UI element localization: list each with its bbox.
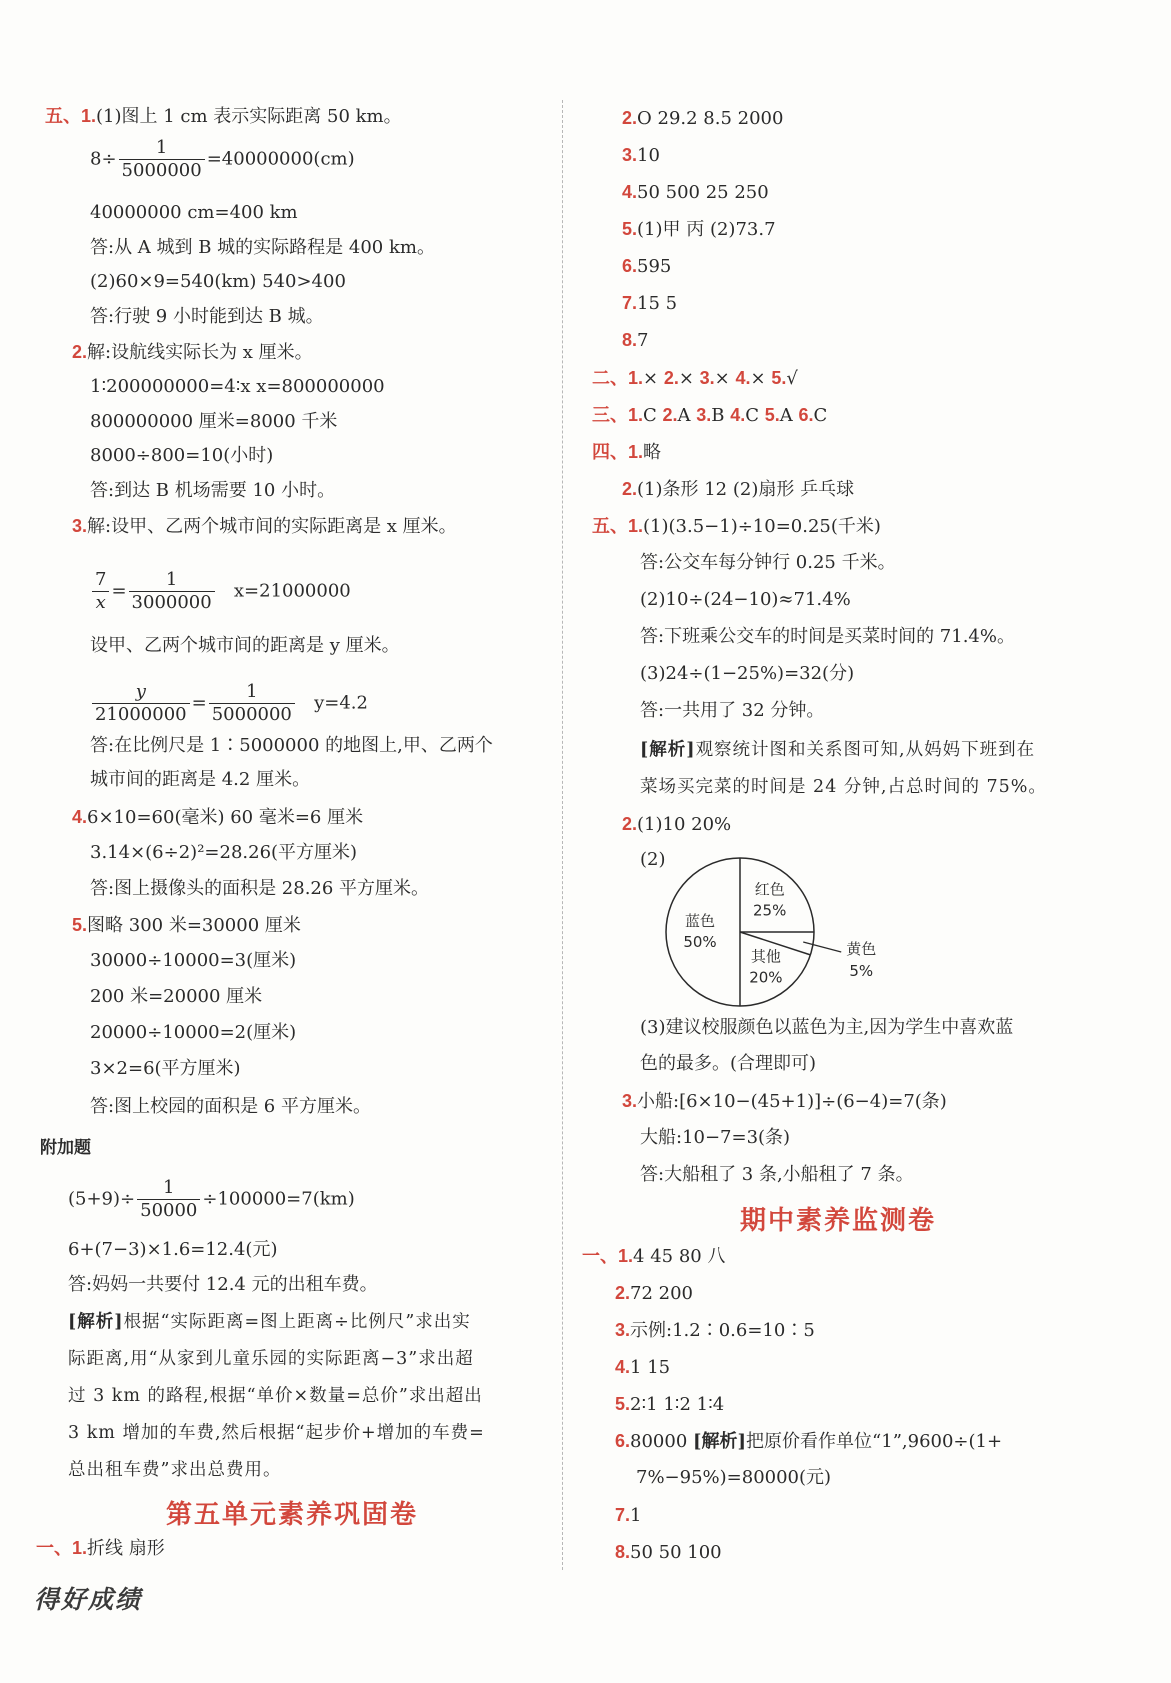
answer-line: 3.14×(6÷2)²=28.26(平方厘米) bbox=[90, 842, 358, 863]
answer-line: 五、1.(1)(3.5−1)÷10=0.25(千米) bbox=[592, 516, 881, 537]
item-number: 4. bbox=[72, 807, 88, 827]
answer-line: 答:下班乘公交车的时间是买菜时间的 71.4%。 bbox=[640, 626, 1015, 647]
answer-line: 一、1.4 45 80 八 bbox=[582, 1246, 726, 1267]
analysis-line: 菜场买完菜的时间是 24 分钟,占总时间的 75%。 bbox=[640, 777, 1047, 797]
pie-category-label: 红色 bbox=[754, 880, 785, 899]
fraction: $\frac{7}{x}$ bbox=[92, 569, 109, 614]
answer-line: 4.50 500 25 250 bbox=[622, 182, 769, 203]
answer-line: (3)建议校服颜色以蓝色为主,因为学生中喜欢蓝 bbox=[640, 1017, 1014, 1038]
pie-value-label: 20% bbox=[749, 968, 783, 987]
answer-line: 答:一共用了 32 分钟。 bbox=[640, 700, 825, 721]
answer-line: 6+(7−3)×1.6=12.4(元) bbox=[68, 1239, 278, 1260]
answer-line: 答:图上摄像头的面积是 28.26 平方厘米。 bbox=[90, 878, 430, 899]
answer-line: 8.50 50 100 bbox=[615, 1542, 722, 1563]
answer-line: 4.6×10=60(毫米) 60 毫米=6 厘米 bbox=[72, 807, 364, 828]
answer-line: 答:到达 B 机场需要 10 小时。 bbox=[90, 480, 336, 501]
column-divider bbox=[562, 100, 563, 1570]
item-number: 2. bbox=[72, 342, 88, 362]
section-title: 第五单元素养巩固卷 bbox=[166, 1500, 419, 1530]
analysis-tag: [解析] bbox=[68, 1312, 124, 1332]
analysis-line: 总出租车费”求出总费用。 bbox=[68, 1460, 282, 1480]
extra-question-heading: 附加题 bbox=[40, 1138, 91, 1158]
answer-line: 四、1.略 bbox=[592, 442, 662, 463]
answer-line: 3.解:设甲、乙两个城市间的实际距离是 x 厘米。 bbox=[72, 516, 457, 537]
answer-line: 6.595 bbox=[622, 256, 672, 277]
answer-line: 2.(1)条形 12 (2)扇形 乒乓球 bbox=[622, 479, 855, 500]
answer-line: 一、1.折线 扇形 bbox=[36, 1538, 165, 1559]
item-number: 3. bbox=[72, 516, 88, 536]
pie-value-label: 25% bbox=[753, 901, 787, 920]
answer-line: 3.示例:1.2∶0.6=10∶5 bbox=[615, 1320, 815, 1341]
answer-line: 8000÷800=10(小时) bbox=[90, 445, 274, 466]
pie-pointer-line bbox=[803, 942, 841, 952]
item-number: 6. bbox=[622, 256, 638, 276]
analysis-line: 3 km 增加的车费,然后根据“起步价+增加的车费= bbox=[68, 1423, 485, 1443]
answer-line: 40000000 cm=400 km bbox=[90, 202, 298, 223]
pie-category-label: 黄色 bbox=[846, 940, 877, 959]
answer-line: 7.1 bbox=[615, 1505, 642, 1526]
answer-line: 答:行驶 9 小时能到达 B 城。 bbox=[90, 306, 324, 327]
proportion-equation: $\frac{7}{x}$ = $\frac{1}{3000000}$ x=21000000 bbox=[90, 569, 351, 614]
fraction: $\frac{1}{3000000}$ bbox=[129, 569, 215, 614]
pie-value-label: 5% bbox=[849, 962, 874, 981]
answer-line: 2.72 200 bbox=[615, 1283, 693, 1304]
answer-line: 答:在比例尺是 1∶5000000 的地图上,甲、乙两个 bbox=[90, 735, 493, 756]
answer-line: 6.80000 [解析]把原价看作单位“1”,9600÷(1+ bbox=[615, 1431, 1003, 1452]
answer-line: (3)24÷(1−25%)=32(分) bbox=[640, 663, 855, 684]
analysis-line: 际距离,用“从家到儿童乐园的实际距离−3”求出超 bbox=[68, 1349, 474, 1369]
fraction: $\frac{1}{5000000}$ bbox=[209, 681, 295, 726]
answer-line: 三、1.C 2.A 3.B 4.C 5.A 6.C bbox=[592, 405, 828, 426]
answer-line: 大船:10−7=3(条) bbox=[640, 1127, 791, 1148]
answer-line: 3×2=6(平方厘米) bbox=[90, 1058, 241, 1079]
answer-line: 五、1.(1)图上 1 cm 表示实际距离 50 km。 bbox=[45, 106, 402, 127]
fraction: $\frac{1}{50000}$ bbox=[137, 1177, 200, 1222]
answer-line: 设甲、乙两个城市间的距离是 y 厘米。 bbox=[90, 635, 400, 656]
fraction-equation: 8÷ $\frac{1}{5000000}$ =40000000(cm) bbox=[90, 137, 355, 181]
item-number: 4. bbox=[622, 182, 638, 202]
analysis-tag: [解析] bbox=[693, 1431, 747, 1452]
answer-line: (2)60×9=540(km) 540>400 bbox=[90, 271, 346, 292]
answer-line: 答:大船租了 3 条,小船租了 7 条。 bbox=[640, 1164, 914, 1185]
answer-line: 200 米=20000 厘米 bbox=[90, 986, 263, 1007]
pie-chart bbox=[660, 840, 900, 1020]
answer-line: 800000000 厘米=8000 千米 bbox=[90, 411, 338, 432]
answer-line: 5.图略 300 米=30000 厘米 bbox=[72, 915, 301, 936]
answer-line: 7%−95%)=80000(元) bbox=[636, 1467, 832, 1488]
fraction: $\frac{1}{5000000}$ bbox=[119, 137, 205, 182]
answer-line: 8.7 bbox=[622, 330, 649, 351]
item-number: 2. bbox=[622, 108, 638, 128]
pie-value-label: 50% bbox=[683, 933, 717, 951]
answer-line: 答:公交车每分钟行 0.25 千米。 bbox=[640, 552, 896, 573]
answer-line: 1∶200000000=4∶x x=800000000 bbox=[90, 376, 385, 397]
answer-line: (2)10÷(24−10)≈71.4% bbox=[640, 589, 851, 610]
answer-line: 城市间的距离是 4.2 厘米。 bbox=[90, 769, 311, 790]
item-number: 7. bbox=[622, 293, 638, 313]
section-title: 期中素养监测卷 bbox=[740, 1206, 937, 1236]
answer-line: 色的最多。(合理即可) bbox=[640, 1053, 817, 1074]
answer-line: 7.15 5 bbox=[622, 293, 678, 314]
brand-logo: 得好成绩 bbox=[34, 1585, 143, 1614]
answer-line: 3.小船:[6×10−(45+1)]÷(6−4)=7(条) bbox=[622, 1091, 947, 1112]
item-number: 5. bbox=[622, 219, 638, 239]
answer-line: 2.解:设航线实际长为 x 厘米。 bbox=[72, 342, 313, 363]
answer-line: 5.2∶1 1∶2 1∶4 bbox=[615, 1394, 725, 1415]
item-number: 8. bbox=[622, 330, 638, 350]
item-number: 一、1. bbox=[36, 1538, 88, 1558]
answer-line: 2.(1)10 20% bbox=[622, 814, 732, 835]
answer-line: 3.10 bbox=[622, 145, 660, 166]
pie-category-label: 蓝色 bbox=[684, 912, 716, 930]
answer-line: 答:从 A 城到 B 城的实际路程是 400 km。 bbox=[90, 237, 435, 258]
analysis-line: 过 3 km 的路程,根据“单价×数量=总价”求出超出 bbox=[68, 1386, 483, 1406]
answer-line: (2) bbox=[640, 849, 666, 870]
answer-line: 5.(1)甲 丙 (2)73.7 bbox=[622, 219, 776, 240]
answer-line: 20000÷10000=2(厘米) bbox=[90, 1022, 297, 1043]
pie-category-label: 其他 bbox=[750, 947, 781, 966]
item-number: 五、1. bbox=[45, 106, 97, 126]
item-number: 5. bbox=[72, 915, 88, 935]
analysis-line: [解析]根据“实际距离=图上距离÷比例尺”求出实 bbox=[68, 1312, 471, 1332]
answer-line: 4.1 15 bbox=[615, 1357, 671, 1378]
answer-line: 答:图上校园的面积是 6 平方厘米。 bbox=[90, 1096, 371, 1117]
proportion-equation: $\frac{y}{21000000}$ = $\frac{1}{5000000}$ y=4.2 bbox=[90, 681, 368, 726]
analysis-line: [解析]观察统计图和关系图可知,从妈妈下班到在 bbox=[640, 740, 1036, 760]
fraction: $\frac{y}{21000000}$ bbox=[92, 681, 190, 726]
answer-line: 二、1.× 2.× 3.× 4.× 5.√ bbox=[592, 368, 798, 389]
fraction-equation: (5+9)÷ $\frac{1}{50000}$ ÷100000=7(km) bbox=[68, 1177, 355, 1221]
item-number: 3. bbox=[622, 145, 638, 165]
answer-line: 2.O 29.2 8.5 2000 bbox=[622, 108, 784, 129]
analysis-tag: [解析] bbox=[640, 740, 696, 760]
answer-line: 30000÷10000=3(厘米) bbox=[90, 950, 297, 971]
answer-line: 答:妈妈一共要付 12.4 元的出租车费。 bbox=[68, 1274, 378, 1295]
